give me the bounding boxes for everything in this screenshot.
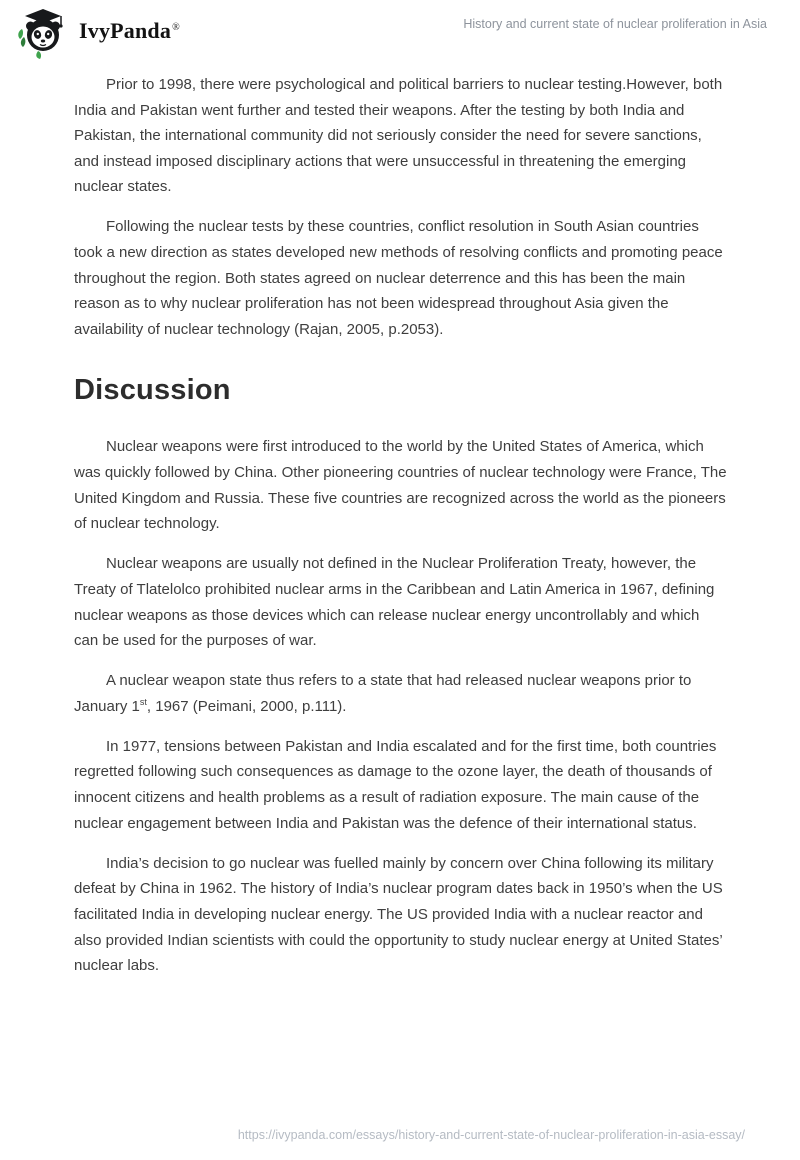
source-url: https://ivypanda.com/essays/history-and-current-state-of-nuclear-proliferation-in-asia-essay/	[237, 1128, 745, 1142]
paragraph: In 1977, tensions between Pakistan and India escalated and for the first time, both countries regretted following such consequences as damage to the ozone layer, the death of thousands of innocent citizens and health problems as a result of radiation exposure. The main cause of the nuclear engagement between India and Pakistan was the defence of their international status.	[74, 737, 717, 832]
section-heading: Discussion	[74, 374, 231, 407]
paragraph: Prior to 1998, there were psychological and political barriers to nuclear testing.However, both India and Pakistan went further and tested their weapons. After the testing by both India and Pakistan, the international community did not seriously consider the need for severe sanctions, and instead imposed disciplinary actions that were unsuccessful in threatening the emerging nuclear states.	[74, 76, 723, 196]
panda-graduation-logo-icon	[16, 7, 66, 59]
paragraph-text: , 1967 (Peimani, 2000, p.111).	[146, 697, 347, 715]
page-header	[0, 0, 800, 62]
paragraph: Nuclear weapons were first introduced to the world by the United States of America, which was quickly followed by China. Other pioneering countries of nuclear technology were France, The United Kingdom and Russia. These five countries are recognized across the world as the pioneers of nuclear technology.	[74, 438, 727, 533]
article-body	[74, 72, 727, 993]
paragraph-with-superscript	[74, 668, 727, 719]
page-footer	[0, 1126, 800, 1144]
ivypanda-logo-icon	[16, 7, 66, 59]
document-title: History and current state of nuclear proliferation in Asia	[463, 17, 767, 31]
paragraph: Nuclear weapons are usually not defined in the Nuclear Proliferation Treaty, however, the Treaty of Tlatelolco prohibited nuclear arms in the Caribbean and Latin America in 1967, defining nuclear weapons as those devices which can release nuclear energy uncontrollably and which can be used for the purposes of war.	[74, 555, 715, 650]
paragraph-text: A nuclear weapon state thus refers to a state that had released nuclear weapons prior to January 1	[74, 672, 692, 715]
brand-name	[79, 18, 180, 44]
paragraph: India’s decision to go nuclear was fuelled mainly by concern over China following its military defeat by China in 1962. The history of India’s nuclear program dates back in 1950’s when the US facilitated India in developing nuclear energy. The US provided India with a nuclear reactor and also provided Indian scientists with could the opportunity to study nuclear energy at United States’ nuclear labs.	[74, 854, 723, 975]
brand-text: IvyPanda	[79, 18, 172, 43]
registered-mark: ®	[172, 21, 180, 33]
paragraph: Following the nuclear tests by these countries, conflict resolution in South Asian countries took a new direction as states developed new methods of resolving conflicts and promoting peace throughout the region. Both states agreed on nuclear deterrence and this has been the main reason as to why nuclear proliferation has not been widespread throughout Asia given the availability of nuclear technology (Rajan, 2005, p.2053).	[74, 218, 723, 338]
ordinal-superscript: st	[139, 696, 147, 707]
